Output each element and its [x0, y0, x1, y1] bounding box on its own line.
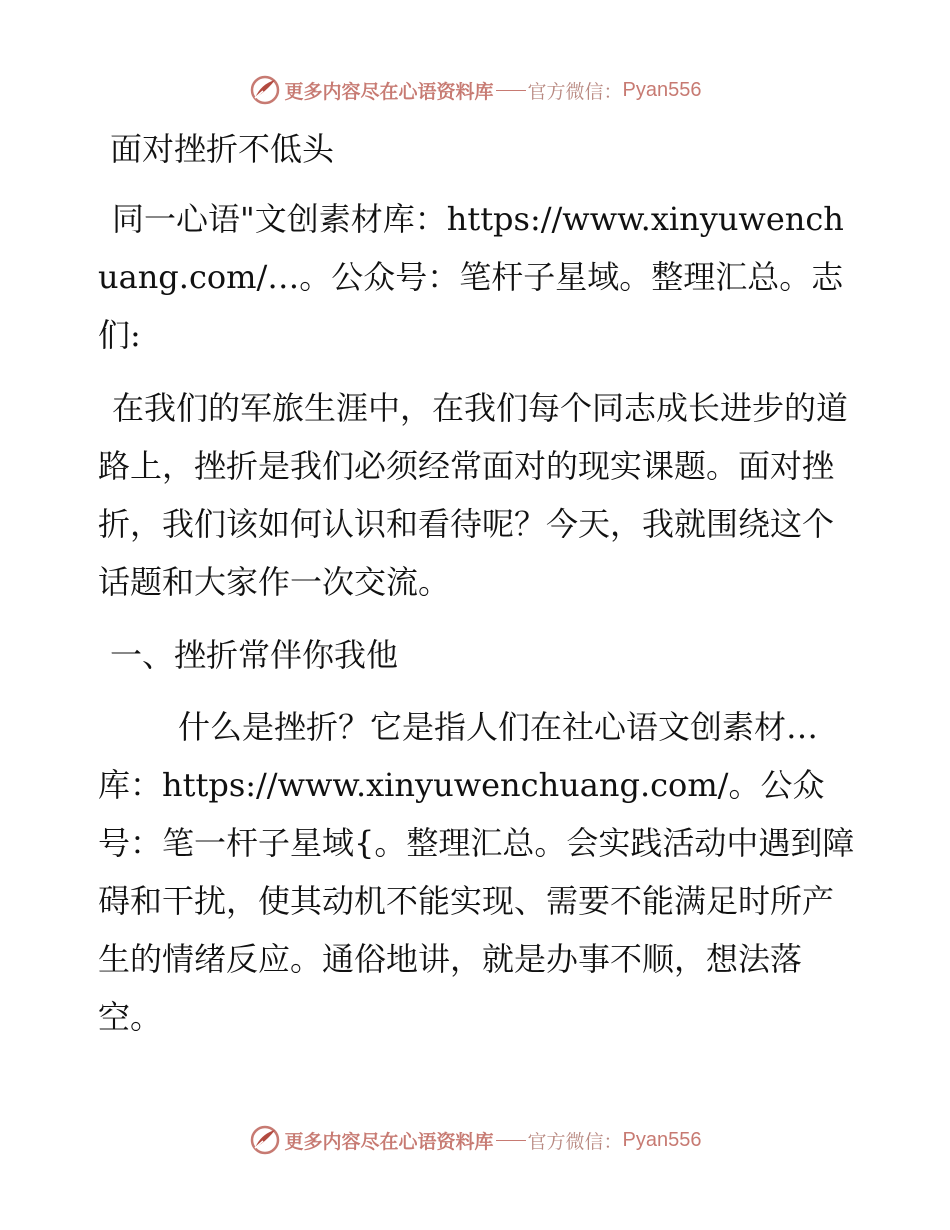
footer-banner: [0, 1120, 950, 1160]
section-heading: 一、挫折常伴你我他: [110, 636, 399, 674]
banner-dash: [496, 1140, 526, 1141]
document-body: [98, 120, 858, 1061]
banner-main-text: 更多内容尽在心语资料库: [284, 1130, 494, 1153]
pen-logo-icon: [249, 74, 281, 106]
paragraph-intro: 同一心语"文创素材库：https://www.xinyuwenchuang.com/…。公众号：笔杆子星域。整理汇总。志们:: [98, 200, 844, 354]
banner-dash: [496, 90, 526, 91]
paragraph-body: 在我们的军旅生涯中，在我们每个同志成长进步的道路上，挫折是我们必须经常面对的现实课题。面对挫折，我们该如何认识和看待呢？今天，我就围绕这个话题和大家作一次交流。: [98, 389, 849, 601]
banner-wechat-id: Pyan556: [622, 78, 702, 101]
paragraph-definition: 什么是挫折？它是指人们在社心语文创素材…库：https://www.xinyuwenchuang.com/。公众号：笔一杆子星域{。整理汇总。会实践活动中遇到障碍和干扰，使其动机不能实现、需要不能满足时所产生的情绪反应。通俗地讲，就是办事不顺，想法落空。: [98, 708, 855, 1036]
banner-sub-text: 官方微信：: [527, 1130, 623, 1153]
document-title: 面对挫折不低头: [110, 130, 335, 168]
pen-logo-icon: [249, 1124, 281, 1156]
banner-wechat-id: Pyan556: [622, 1128, 702, 1151]
banner-main-text: 更多内容尽在心语资料库: [284, 80, 494, 103]
header-banner: [0, 70, 950, 110]
banner-sub-text: 官方微信：: [527, 80, 623, 103]
